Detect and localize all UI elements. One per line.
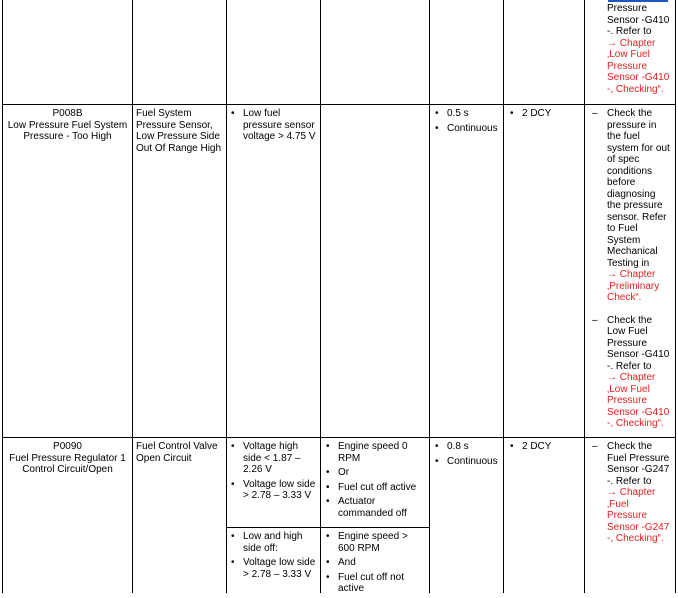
criteria-item: • Voltage high side < 1.87 – 2.26 V (228, 441, 318, 476)
chapter-link[interactable]: Sensor -G247 (607, 521, 670, 533)
column-divider (503, 0, 504, 593)
column-divider (132, 0, 133, 593)
remedy-text-line: – Check the (607, 108, 653, 119)
dtc-description: Low Pressure Fuel System (7, 119, 128, 131)
remedy-item (590, 441, 676, 545)
condition-item: • Engine speed 0 RPM (323, 441, 427, 464)
remedy-text-line: System (607, 234, 641, 246)
remedy-item (590, 315, 676, 430)
criteria-item: • Low and high side off: (228, 531, 318, 554)
error-type-line: Low Pressure Side (136, 131, 220, 142)
dtc-code: P008B (52, 108, 83, 119)
criteria-item: • Voltage low side > 2.78 – 3.33 V (228, 479, 318, 502)
condition-item: • Or (323, 467, 427, 479)
chapter-link[interactable]: Sensor -G410 (607, 72, 670, 83)
chapter-link[interactable]: → Chapter (607, 372, 656, 383)
remedy-text-line: before (607, 177, 636, 188)
remedy-text-line: the fuel (607, 131, 640, 142)
remedy-text-line: -. Refer to (607, 26, 652, 37)
column-divider (584, 0, 585, 593)
dtc-cell (3, 441, 132, 476)
time-cell (432, 108, 502, 137)
remedy-text-line: Sensor -G410 (607, 349, 670, 360)
time-item: • 0.5 s (432, 108, 502, 120)
secondary-criteria-cell (323, 441, 427, 522)
column-divider (429, 0, 430, 593)
chapter-link[interactable]: Pressure (607, 60, 648, 72)
sub-row-divider (226, 527, 430, 528)
top-link-underline (608, 0, 668, 2)
dtc-description: Control Circuit/Open (22, 464, 113, 475)
remedy-text-line: Pressure (607, 337, 648, 349)
remedy-text-line: Sensor -G410 (607, 14, 670, 26)
remedy-continued (607, 3, 675, 95)
condition-item: • Fuel cut off not active (323, 572, 427, 595)
chapter-link[interactable]: Check“. (607, 292, 642, 303)
error-type-line: Fuel System (136, 108, 192, 119)
criteria-item: • Voltage low side > 2.78 – 3.33 V (228, 557, 318, 580)
error-type-cell (136, 441, 226, 464)
error-type-line: Fuel Control Valve (136, 441, 218, 452)
remedy-text-line: Fuel Pressure (607, 452, 670, 464)
remedy-cell (590, 441, 676, 545)
chapter-link[interactable]: → Chapter (607, 487, 656, 498)
remedy-text-line: Low Fuel (607, 326, 648, 337)
time-cell (432, 441, 502, 470)
chapter-link[interactable]: ‚Low Fuel (607, 383, 650, 395)
mil-item: • 2 DCY (507, 108, 583, 120)
row-divider (2, 437, 676, 438)
mil-cell (507, 441, 583, 456)
remedy-text-line: of spec (607, 154, 640, 165)
remedy-text-line: -. Refer to (607, 360, 652, 372)
remedy-text-line: the pressure (607, 200, 663, 211)
remedy-text-line: to Fuel (607, 223, 638, 234)
mil-item: • 2 DCY (507, 441, 583, 453)
table-border-left (2, 0, 3, 593)
remedy-text-line: sensor. Refer (607, 211, 667, 223)
error-type-line: Pressure Sensor, (136, 119, 213, 131)
column-divider (226, 0, 227, 593)
time-item: • Continuous (432, 123, 502, 135)
remedy-text-line: diagnosing (607, 188, 656, 200)
remedy-text-line: – Check the (607, 314, 653, 326)
remedy-text-line: Mechanical (607, 246, 658, 257)
remedy-text-line: Testing in (607, 257, 650, 269)
criteria-cell (228, 531, 318, 583)
chapter-link[interactable]: → Chapter (607, 37, 656, 49)
chapter-link[interactable]: ‚Fuel (607, 498, 629, 510)
mil-cell (507, 108, 583, 123)
dtc-description: Pressure - Too High (23, 131, 112, 142)
error-type-cell (136, 108, 226, 154)
remedy-text-line: -. Refer to (607, 475, 652, 487)
condition-item: • Engine speed > 600 RPM (323, 531, 427, 554)
remedy-cell (590, 108, 676, 430)
chapter-link[interactable]: -, Checking“. (607, 418, 664, 429)
criteria-item: • Low fuel pressure sensor voltage > 4.75 V (228, 108, 318, 143)
time-item: • Continuous (432, 456, 502, 468)
remedy-text-line: Sensor -G247 (607, 464, 670, 475)
remedy-text-line: pressure in (607, 119, 657, 131)
remedy-item (590, 108, 676, 315)
time-item: • 0.8 s (432, 441, 502, 453)
chapter-link[interactable]: ‚Preliminary (607, 280, 660, 292)
remedy-text-line: – Check the (607, 441, 653, 452)
chapter-link[interactable]: Sensor -G410 (607, 406, 670, 418)
column-divider (320, 0, 321, 593)
condition-item: • Fuel cut off active (323, 482, 427, 494)
chapter-link[interactable]: ‚Low Fuel (607, 49, 650, 60)
condition-item: • And (323, 557, 427, 569)
error-type-line: Out Of Range High (136, 142, 222, 154)
chapter-link[interactable]: → Chapter (607, 269, 656, 280)
dtc-code: P0090 (53, 441, 82, 452)
chapter-link[interactable]: Pressure (607, 395, 648, 406)
dtc-description: Fuel Pressure Regulator 1 (9, 452, 126, 464)
secondary-criteria-cell (323, 531, 427, 598)
chapter-link[interactable]: Pressure (607, 510, 648, 521)
condition-item: • Actuator commanded off (323, 496, 427, 519)
remedy-text-line: system for out (607, 142, 670, 154)
dtc-cell (3, 108, 132, 143)
criteria-cell (228, 108, 318, 146)
remedy-text-line: Pressure (607, 3, 648, 14)
remedy-text-line: conditions (607, 165, 653, 177)
criteria-cell (228, 441, 318, 505)
row-divider (2, 104, 676, 105)
error-type-line: Open Circuit (136, 452, 192, 464)
chapter-link[interactable]: -, Checking“. (607, 83, 664, 95)
spacer (607, 304, 676, 315)
chapter-link[interactable]: -, Checking“. (607, 533, 664, 544)
